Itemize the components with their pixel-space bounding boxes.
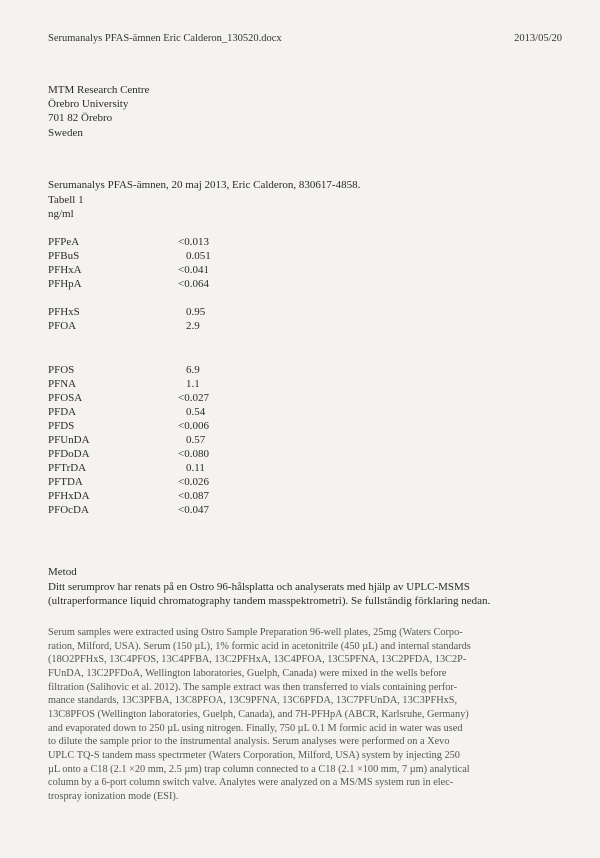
compound-value: <0.027 [178,392,209,404]
unit-label: ng/ml [48,208,74,220]
compound-value: 0.54 [186,406,206,418]
compound-name: PFOSA [48,392,83,404]
compound-name: PFTDA [48,476,83,488]
detail-line: Serum samples were extracted using Ostro Sample Preparation 96-well plates, 25mg (Waters Corpo- [48,627,463,638]
compound-name: PFDS [48,420,75,432]
detail-line: to dilute the sample prior to the instrumental analysis. Serum analyses were performed on a Xevo [48,736,450,748]
address-line: 701 82 Örebro [48,112,113,125]
compound-value: 0.95 [186,306,206,318]
compound-name: PFHxDA [48,490,90,502]
address-block [48,83,149,140]
compound-value: <0.041 [178,264,209,276]
compound-name: PFDoDA [48,448,90,460]
compound-value: 0.57 [186,434,206,446]
compound-value: 2.9 [186,320,200,332]
detail-line: (18O2PFHxS, 13C4PFOS, 13C4PFBA, 13C2PFHxA, 13C4PFOA, 13C5PFNA, 13C2PFDA, 13C2P- [48,654,467,666]
method-heading: Metod [48,566,77,578]
compound-name: PFTrDA [48,462,87,474]
compound-name: PFOcDA [48,504,89,516]
compound-name: PFNA [48,378,77,390]
header-filename: Serumanalys PFAS-ämnen Eric Calderon_130520.docx [48,33,282,44]
detail-line: trospray ionization mode (ESI). [48,790,179,802]
compound-name: PFOA [48,320,77,332]
compound-value: 0.11 [186,462,205,474]
method-section [48,565,568,609]
detail-line: filtration (Salihovic et al. 2012). The sample extract was then transferred to vials containing perfor- [48,681,458,693]
compound-name: PFPeA [48,236,80,248]
compound-value: 1.1 [186,378,200,390]
compound-value: 6.9 [186,364,200,376]
address-line: Örebro University [48,98,129,111]
address-line: Sweden [48,126,83,139]
compound-value: 0.051 [186,250,211,262]
compound-name: PFBuS [48,250,80,262]
detail-line: column by a 6-port column switch valve. Analytes were analyzed on a MS/MS system run in elec- [48,777,454,789]
compound-value: <0.087 [178,490,209,502]
compound-value: <0.064 [178,278,209,290]
compound-value: <0.080 [178,448,209,460]
compound-name: PFOS [48,364,75,376]
method-detail-paragraph [48,626,560,804]
compound-value: <0.013 [178,236,209,248]
detail-line: µL onto a C18 (2.1 ×20 mm, 2.5 µm) trap column connected to a C18 (2.1 ×100 mm, 7 µm) analytical [48,763,470,775]
detail-line: ration, Milford, USA). Serum (150 µL), 1% formic acid in acetonitrile (450 µL) and internal standards [48,640,471,652]
compound-name: PFHxA [48,264,82,276]
compound-name: PFHpA [48,278,82,290]
detail-line: 13C8PFOS (Wellington laboratories, Guelph, Canada), and 7H-PFHpA (ABCR, Karlsruhe, Germany) [48,708,469,720]
intro-block [48,178,360,222]
compound-value: <0.026 [178,476,209,488]
compound-name: PFDA [48,406,77,418]
table-label: Tabell 1 [48,193,84,206]
report-title-line: Serumanalys PFAS-ämnen, 20 maj 2013, Eric Calderon, 830617-4858. [48,179,361,191]
address-line: MTM Research Centre [48,84,150,96]
method-summary-line: (ultraperformance liquid chromatography tandem masspektrometri). Se fullständig förklaring nedan. [48,595,491,607]
compound-name: PFUnDA [48,434,90,446]
compound-name: PFHxS [48,306,80,318]
detail-line: and evaporated down to 250 µL using nitrogen. Finally, 750 µL 0.1 M formic acid in water was used [48,722,463,734]
detail-line: UPLC TQ-S tandem mass spectrmeter (Waters Corporation, Milford, USA) system by injecting 250 [48,749,460,761]
compound-value: <0.047 [178,504,209,516]
header-date: 2013/05/20 [514,33,562,44]
method-summary-line: Ditt serumprov har renats på en Ostro 96-hålsplatta och analyserats med hjälp av UPLC-MSMS [48,580,470,593]
detail-line: mance standards, 13C3PFBA, 13C8PFOA, 13C9PFNA, 13C6PFDA, 13C7PFUnDA, 13C3PFHxS, [48,695,458,707]
compound-value: <0.006 [178,420,209,432]
detail-line: FUnDA, 13C2PFDoA, Wellington laboratories, Guelph, Canada) were mixed in the wells before [48,667,447,679]
